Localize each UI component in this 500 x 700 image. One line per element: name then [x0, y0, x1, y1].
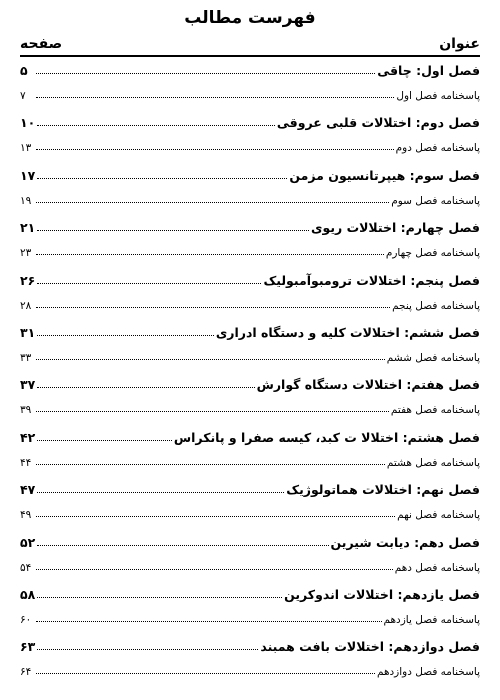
answer-key-title: پاسخنامه فصل هفتم [390, 404, 480, 417]
chapter-page-number: ۱۰ [20, 115, 36, 131]
chapter-page-number: ۵۲ [20, 534, 36, 550]
dot-leader [37, 335, 214, 336]
chapter-title: فصل دهم: دیابت شیرین [330, 534, 480, 550]
answer-key-row[interactable] [20, 605, 480, 629]
answer-key-title: پاسخنامه فصل پنجم [392, 299, 480, 312]
answer-key-title: پاسخنامه فصل دهم [394, 561, 480, 574]
toc-entry [20, 582, 480, 634]
chapter-row[interactable] [20, 372, 480, 395]
chapter-page-number: ۶۳ [20, 639, 36, 655]
answer-key-page-number: ۳۳ [20, 351, 32, 364]
chapter-title: فصل ششم: اختلالات کلیه و دستگاه ادراری [215, 324, 480, 340]
answer-key-page-number: ۶۴ [20, 666, 32, 679]
chapter-title: فصل هفتم: اختلالات دستگاه گوارش [256, 377, 480, 393]
toc-entry [20, 320, 480, 372]
chapter-row[interactable] [20, 58, 480, 81]
dot-leader [37, 597, 282, 598]
chapter-row[interactable] [20, 110, 480, 133]
dot-leader [36, 359, 385, 360]
dot-leader [37, 230, 309, 231]
dot-leader [36, 569, 393, 570]
dot-leader [37, 440, 172, 441]
answer-key-page-number: ۱۳ [20, 142, 32, 155]
toc-entry [20, 530, 480, 582]
chapter-title: فصل نهم: اختلالات هماتولوژیک [286, 482, 480, 498]
page-column-header: صفحه [20, 36, 63, 52]
chapter-page-number: ۱۷ [20, 167, 36, 183]
dot-leader [37, 125, 275, 126]
chapter-row[interactable] [20, 320, 480, 343]
dot-leader [37, 545, 328, 546]
dot-leader [36, 73, 375, 74]
answer-key-page-number: ۴۹ [20, 509, 32, 522]
answer-key-page-number: ۴۴ [20, 456, 32, 469]
chapter-row[interactable] [20, 634, 480, 657]
chapter-row[interactable] [20, 215, 480, 238]
answer-key-page-number: ۵۴ [20, 561, 32, 574]
chapter-page-number: ۴۷ [20, 482, 36, 498]
chapter-page-number: ۳۱ [20, 324, 36, 340]
answer-key-title: پاسخنامه فصل دوم [395, 142, 480, 155]
chapter-page-number: ۴۲ [20, 429, 36, 445]
answer-key-row[interactable] [20, 553, 480, 577]
answer-key-page-number: ۲۸ [20, 299, 32, 312]
answer-key-row[interactable] [20, 133, 480, 157]
chapter-row[interactable] [20, 268, 480, 291]
dot-leader [36, 673, 375, 674]
answer-key-row[interactable] [20, 291, 480, 315]
column-header [20, 36, 480, 54]
answer-key-title: پاسخنامه فصل ششم [386, 351, 480, 364]
dot-leader [36, 516, 395, 517]
chapter-title: فصل اول: چاقی [377, 63, 480, 78]
chapter-page-number: ۲۱ [20, 220, 36, 236]
dot-leader [36, 149, 394, 150]
answer-key-row[interactable] [20, 448, 480, 472]
dot-leader [37, 178, 287, 179]
dot-leader [37, 492, 284, 493]
answer-key-page-number: ۶۰ [20, 613, 32, 626]
dot-leader [36, 254, 384, 255]
toc-list [20, 58, 480, 687]
answer-key-row[interactable] [20, 186, 480, 210]
toc-entry [20, 477, 480, 529]
chapter-title: فصل پنجم: اختلالات ترومبوآمبولیک [263, 272, 480, 288]
chapter-title: فصل دوم: اختلالات قلبی عروقی [276, 115, 480, 131]
chapter-row[interactable] [20, 477, 480, 500]
chapter-title: فصل سوم: هیپرتانسیون مزمن [289, 167, 480, 183]
chapter-title: فصل چهارم: اختلالات ریوی [311, 220, 480, 236]
answer-key-row[interactable] [20, 657, 480, 681]
answer-key-title: پاسخنامه فصل اول [396, 90, 480, 102]
chapter-row[interactable] [20, 425, 480, 448]
answer-key-row[interactable] [20, 81, 480, 105]
answer-key-title: پاسخنامه فصل نهم [397, 509, 480, 522]
chapter-page-number: ۵ [20, 63, 28, 78]
toc-entry [20, 163, 480, 215]
dot-leader [36, 97, 394, 98]
title-column-header: عنوان [439, 36, 480, 52]
dot-leader [37, 387, 254, 388]
header-rule [20, 55, 480, 57]
chapter-page-number: ۳۷ [20, 377, 36, 393]
toc-entry [20, 425, 480, 477]
dot-leader [36, 307, 390, 308]
chapter-title: فصل هشتم: اختلالا ت کبد، کیسه صفرا و پانکراس [173, 429, 480, 445]
answer-key-row[interactable] [20, 395, 480, 419]
dot-leader [37, 283, 261, 284]
answer-key-title: پاسخنامه فصل چهارم [385, 247, 480, 260]
dot-leader [36, 411, 389, 412]
toc-entry [20, 634, 480, 686]
chapter-row[interactable] [20, 163, 480, 186]
answer-key-row[interactable] [20, 500, 480, 524]
dot-leader [36, 621, 382, 622]
answer-key-page-number: ۲۳ [20, 247, 32, 260]
chapter-page-number: ۵۸ [20, 586, 36, 602]
answer-key-title: پاسخنامه فصل یازدهم [383, 613, 480, 626]
toc-entry [20, 215, 480, 267]
answer-key-page-number: ۷ [20, 90, 26, 102]
answer-key-row[interactable] [20, 238, 480, 262]
answer-key-title: پاسخنامه فصل دوازدهم [376, 666, 480, 679]
chapter-page-number: ۲۶ [20, 272, 36, 288]
toc-entry [20, 268, 480, 320]
answer-key-title: پاسخنامه فصل سوم [391, 194, 480, 207]
chapter-row[interactable] [20, 582, 480, 605]
answer-key-title: پاسخنامه فصل هشتم [386, 456, 480, 469]
answer-key-page-number: ۳۹ [20, 404, 32, 417]
chapter-row[interactable] [20, 530, 480, 553]
toc-entry [20, 110, 480, 162]
toc-entry [20, 58, 480, 110]
dot-leader [36, 202, 389, 203]
dot-leader [37, 649, 258, 650]
answer-key-page-number: ۱۹ [20, 194, 32, 207]
dot-leader [36, 464, 385, 465]
toc-entry [20, 372, 480, 424]
page-title: فهرست مطالب [184, 8, 316, 28]
answer-key-row[interactable] [20, 343, 480, 367]
chapter-title: فصل یازدهم: اختلالات اندوکرین [284, 586, 480, 602]
chapter-title: فصل دوازدهم: اختلالات بافت همبند [260, 639, 480, 655]
